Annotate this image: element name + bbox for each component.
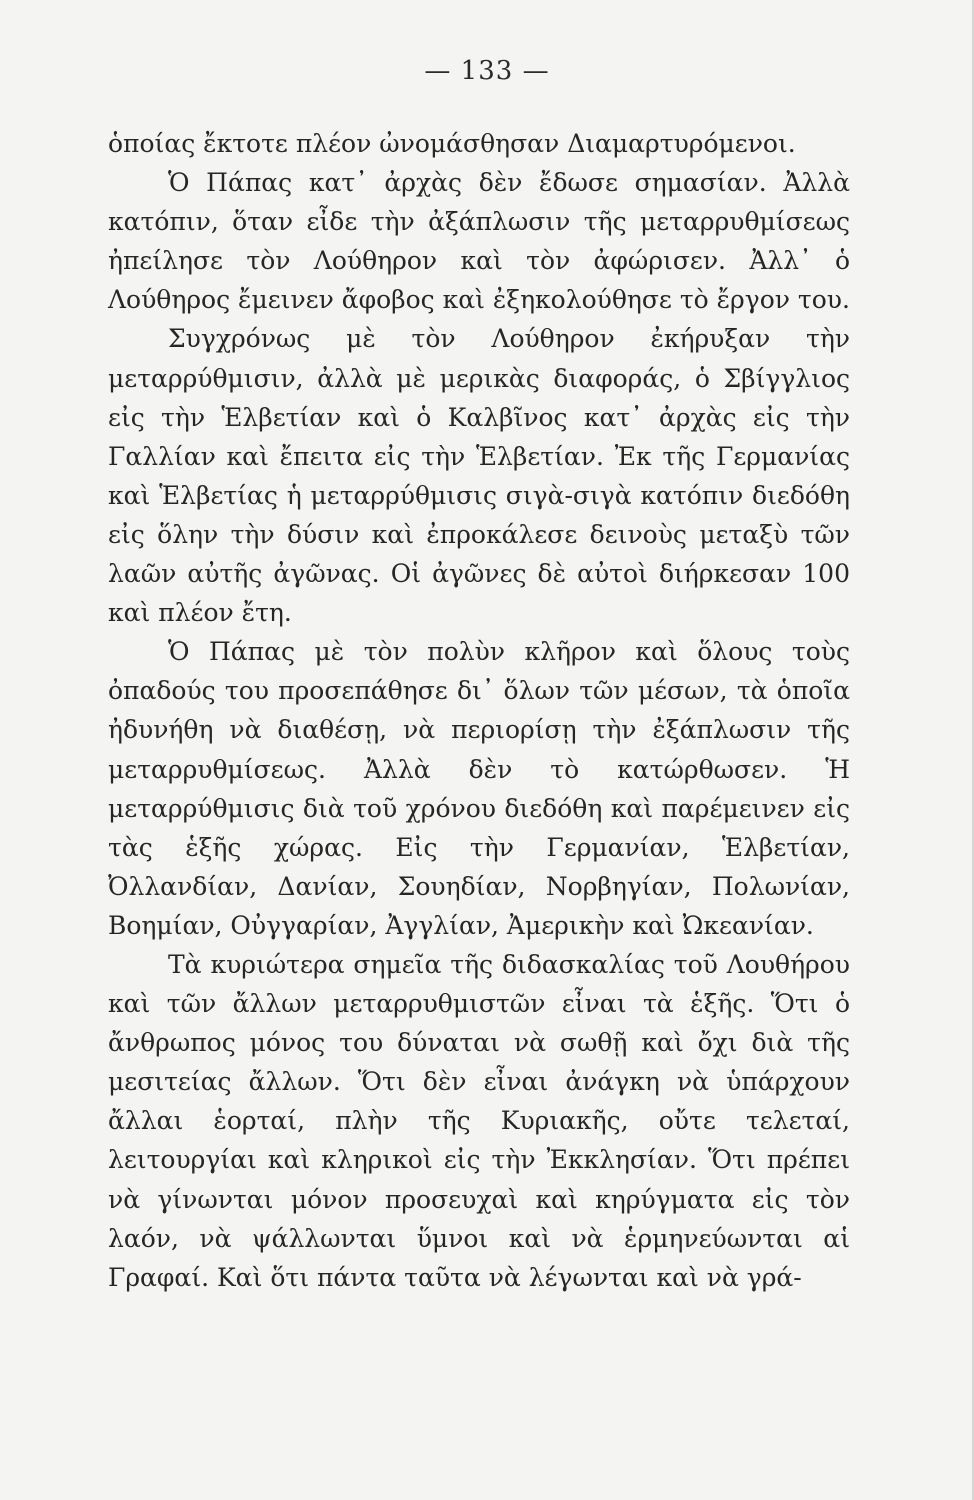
page-number: — 133 — — [424, 56, 550, 86]
paragraph-zwingli-calvin: Συγχρόνως μὲ τὸν Λούθηρον ἐκήρυξαν τὴν μεταρρύθμισιν, ἀλλὰ μὲ μερικὰς διαφοράς, ὁ Σβίγγλιος εἰς τὴν Ἑλβετίαν καὶ ὁ Καλβῖνος κατ᾽ ἀρχὰς εἰς τὴν Γαλλίαν καὶ ἔπειτα εἰς τὴν Ἑλβετίαν. Ἐκ τῆς Γερμανίας καὶ Ἑλβετίας ἡ μεταρρύθμισις σιγὰ-σιγὰ κατόπιν διεδόθη εἰς ὅλην τὴν δύσιν καὶ ἐπροκάλεσε δεινοὺς μεταξὺ τῶν λαῶν αὐτῆς ἀγῶνας. Οἱ ἀγῶνες δὲ αὐτοὶ διήρκεσαν 100 καὶ πλέον ἔτη. — [108, 324, 850, 628]
paragraph-spread-countries: Ὁ Πάπας μὲ τὸν πολὺν κλῆρον καὶ ὅλους τοὺς ὀπαδούς του προσεπάθησε δι᾽ ὅλων τῶν μέσων, τὰ ὁποῖα ἠδυνήθη νὰ διαθέσῃ, νὰ περιορίσῃ τὴν ἐξάπλωσιν τῆς μεταρρυθμίσεως. Ἀλλὰ δὲν τὸ κατώρθωσεν. Ἡ μεταρρύθμισις διὰ τοῦ χρόνου διεδόθη καὶ παρέμεινεν εἰς τὰς ἑξῆς χώρας. Εἰς τὴν Γερμανίαν, Ἑλβετίαν, Ὀλλανδίαν, Δανίαν, Σουηδίαν, Νορβηγίαν, Πολωνίαν, Βοημίαν, Οὐγγαρίαν, Ἀγγλίαν, Ἀμερικὴν καὶ Ὠκεανίαν. — [108, 637, 850, 940]
paragraph-teachings: Τὰ κυριώτερα σημεῖα τῆς διδασκαλίας τοῦ Λουθήρου καὶ τῶν ἄλλων μεταρρυθμιστῶν εἶναι τὰ ἑξῆς. Ὅτι ὁ ἄνθρωπος μόνος του δύναται νὰ σωθῇ καὶ ὄχι διὰ τῆς μεσιτείας ἄλλων. Ὅτι δὲν εἶναι ἀνάγκη νὰ ὑπάρχουν ἄλλαι ἑορταί, πλὴν τῆς Κυριακῆς, οὔτε τελεταί, λειτουργίαι καὶ κληρικοὶ εἰς τὴν Ἐκκλησίαν. Ὅτι πρέπει νὰ γίνωνται μόνον προσευχαὶ καὶ κηρύγματα εἰς τὸν λαόν, νὰ ψάλλωνται ὕμνοι καὶ νὰ ἑρμηνεύωνται αἱ Γραφαί. Καὶ ὅτι πάντα ταῦτα νὰ λέγωνται καὶ νὰ γρά- — [108, 949, 850, 1292]
page-body-text — [108, 124, 850, 1297]
paragraph-pope-reaction: Ὁ Πάπας κατ᾽ ἀρχὰς δὲν ἔδωσε σημασίαν. Ἀλλὰ κατόπιν, ὅταν εἶδε τὴν ἀξάπλωσιν τῆς μεταρρυθμίσεως ἠπείλησε τὸν Λούθηρον καὶ τὸν ἀφώρισεν. Ἀλλ᾽ ὁ Λούθηρος ἔμεινεν ἄφοβος καὶ ἐξηκολούθησε τὸ ἔργον του. — [108, 168, 850, 315]
paragraph-continuation: ὁποίας ἔκτοτε πλέον ὠνομάσθησαν Διαμαρτυρόμενοι. — [108, 129, 796, 158]
